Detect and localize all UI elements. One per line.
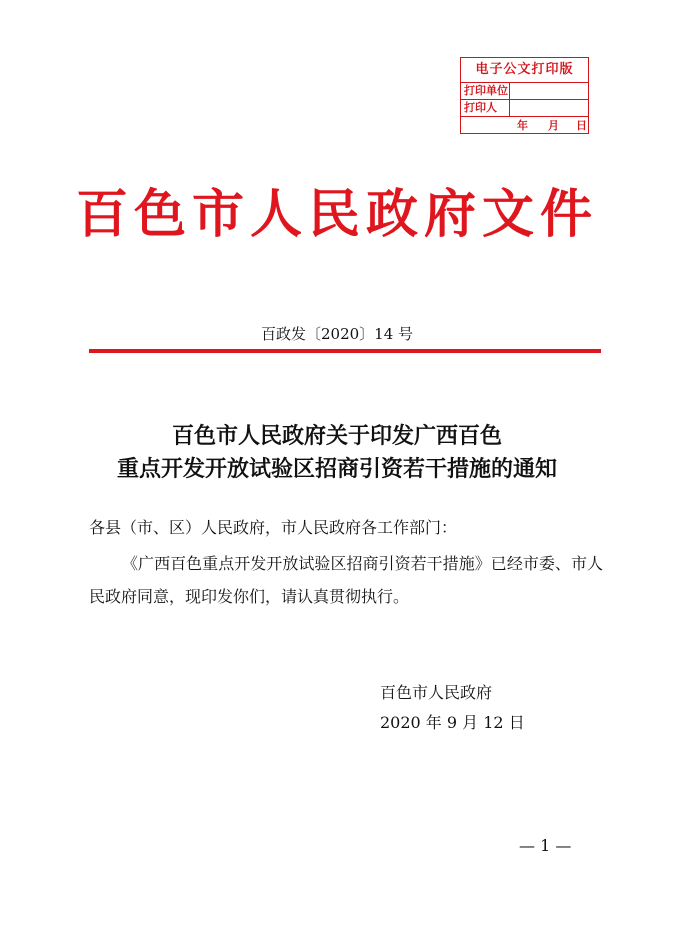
stamp-day-label: 日 [576,119,587,132]
issuer-signature: 百色市人民政府 [380,683,493,702]
stamp-month-label: 月 [548,119,559,132]
issue-date: 2020 年 9 月 12 日 [380,713,525,732]
stamp-title-row [461,58,588,83]
stamp-year-label: 年 [517,119,528,132]
red-divider-line [89,349,601,353]
document-number: 百政发〔2020〕14 号 [260,325,414,343]
notice-title-line-2: 重点开发开放试验区招商引资若干措施的通知 [116,457,557,482]
electronic-print-stamp [460,57,589,134]
page-number: — 1 — [519,836,572,855]
stamp-date-row [461,116,588,133]
stamp-print-unit-row [461,82,588,100]
stamp-divider [509,82,510,99]
stamp-divider [509,99,510,116]
body-paragraph: 《广西百色重点开发开放试验区招商引资若干措施》已经市委、市人民政府同意，现印发你们，请认真贯彻执行。 [89,554,603,606]
stamp-print-unit-label: 打印单位 [464,84,508,97]
stamp-printer-row [461,99,588,117]
stamp-title: 电子公文打印版 [475,62,574,77]
notice-title [0,420,674,486]
document-header-title: 百色市人民政府文件 [75,185,598,245]
addressee: 各县（市、区）人民政府，市人民政府各工作部门： [89,518,458,537]
notice-title-line-1: 百色市人民政府关于印发广西百色 [171,424,502,449]
stamp-printer-label: 打印人 [464,101,497,114]
